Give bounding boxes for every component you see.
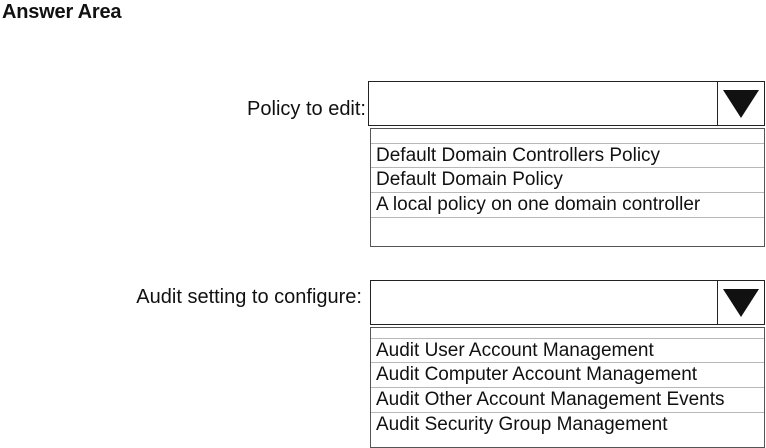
triangle-down-icon — [721, 88, 761, 120]
audit-setting-options — [370, 327, 765, 448]
answer-area-title: Answer Area — [2, 1, 122, 23]
policy-to-edit-selected-value — [369, 82, 716, 125]
option-audit-other-account-management-events[interactable]: Audit Other Account Management Events — [371, 388, 764, 413]
audit-setting-label: Audit setting to configure: — [136, 286, 362, 308]
policy-to-edit-toggle[interactable] — [717, 82, 764, 125]
audit-setting-selected-value — [371, 281, 716, 324]
triangle-down-icon — [721, 287, 761, 319]
option-local-policy-one-domain-controller[interactable]: A local policy on one domain controller — [371, 193, 764, 218]
option-default-domain-controllers-policy[interactable]: Default Domain Controllers Policy — [371, 143, 764, 168]
policy-to-edit-options — [370, 128, 765, 247]
audit-setting-dropdown[interactable] — [370, 280, 765, 325]
audit-setting-toggle[interactable] — [717, 281, 764, 324]
option-audit-computer-account-management[interactable]: Audit Computer Account Management — [371, 363, 764, 388]
option-default-domain-policy[interactable]: Default Domain Policy — [371, 168, 764, 193]
policy-to-edit-label: Policy to edit: — [247, 98, 366, 120]
policy-to-edit-dropdown[interactable] — [368, 81, 765, 126]
option-audit-user-account-management[interactable]: Audit User Account Management — [371, 338, 764, 363]
option-audit-security-group-management[interactable]: Audit Security Group Management — [376, 414, 668, 435]
